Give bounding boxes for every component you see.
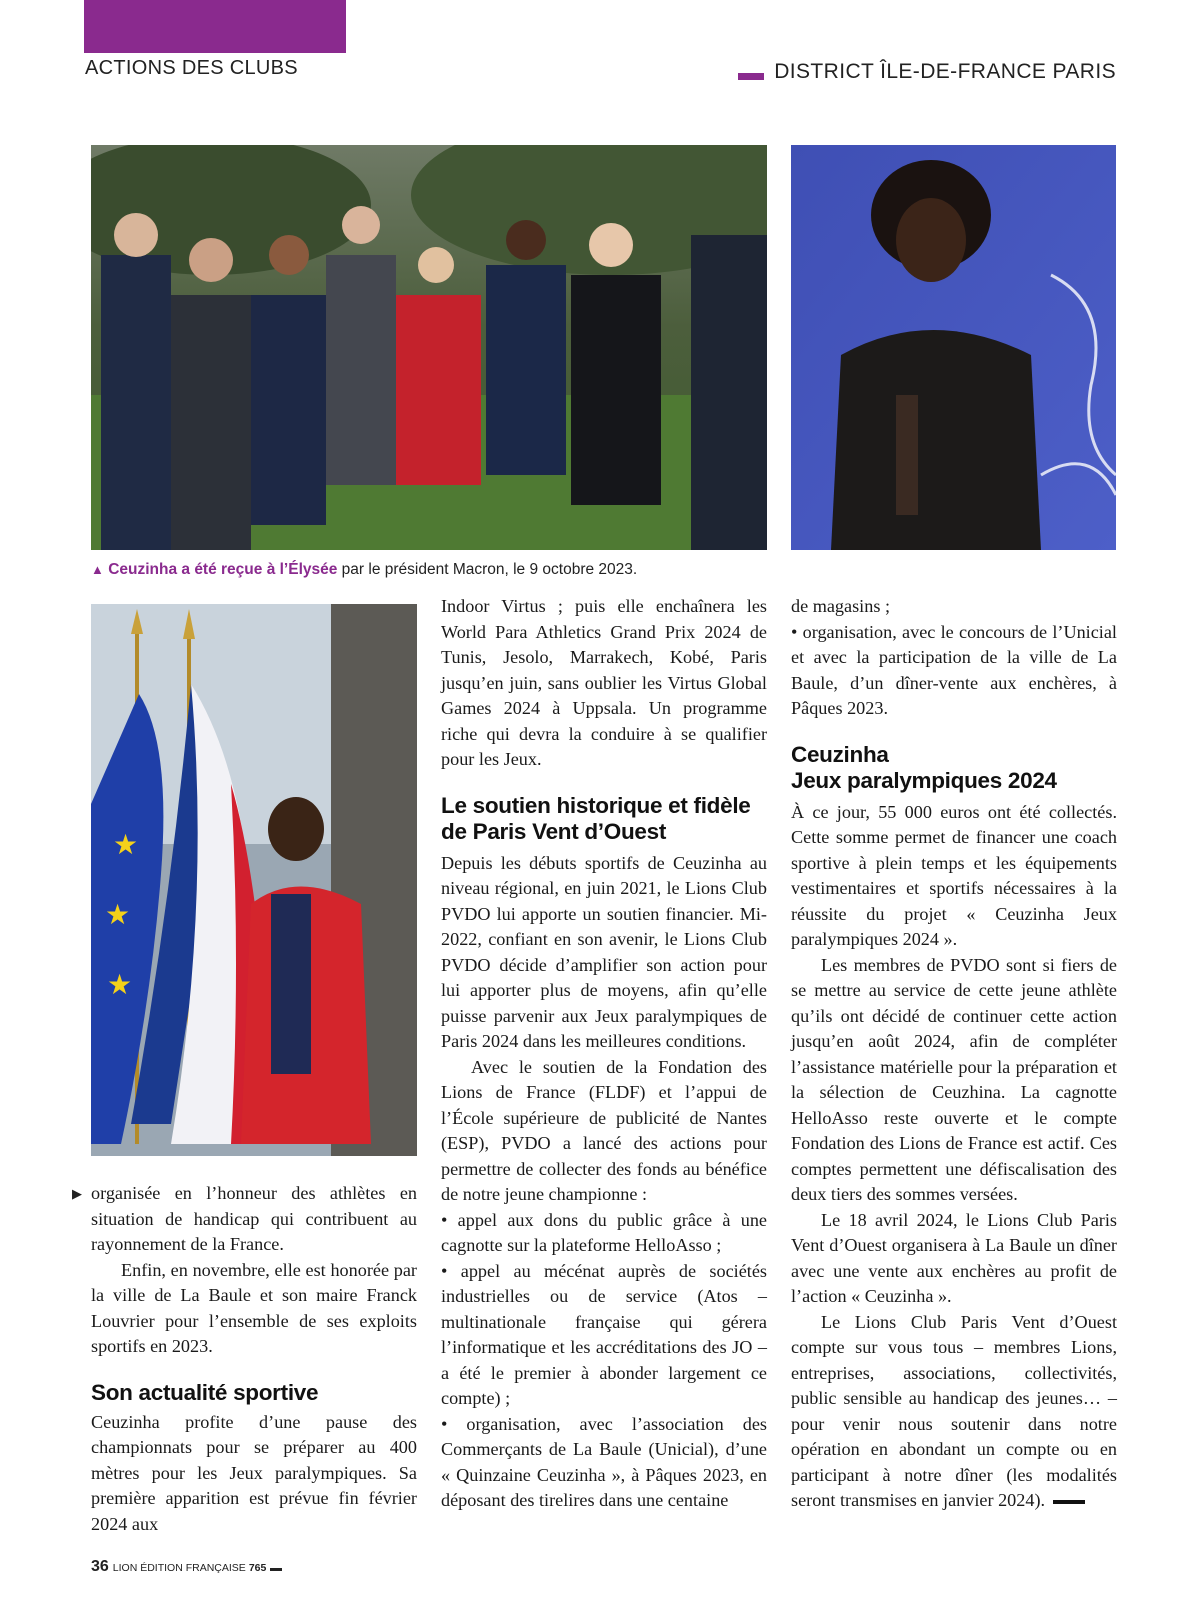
svg-text:★: ★ xyxy=(113,828,139,861)
caption-triangle-icon: ▲ xyxy=(91,562,104,577)
col3-heading-line-1: Ceuzinha xyxy=(791,741,889,767)
district-text: DISTRICT ÎLE-DE-FRANCE PARIS xyxy=(774,60,1116,83)
col1-paragraph-1: organisée en l’honneur des athlètes en situation de handicap qui contribuent au rayonnement de la France. xyxy=(91,1183,417,1254)
header-accent-bar xyxy=(84,0,346,53)
col2-bullet-2: • appel au mécénat auprès de sociétés industrielles ou de service (Atos – multinationale française qui gérera l’informatique et les accréditations des JO – a été le premier à abonder largement ce compte) ; xyxy=(441,1260,767,1408)
section-label: ACTIONS DES CLUBS xyxy=(85,57,298,79)
issue-number: 765 xyxy=(248,1562,267,1574)
district-label xyxy=(738,60,1116,84)
photo-portrait xyxy=(791,145,1116,550)
svg-text:★: ★ xyxy=(105,898,131,931)
col2-paragraph-1: Indoor Virtus ; puis elle enchaînera les World Para Athletics Grand Prix 2024 de Tunis, Jesolo, Marrakech, Kobé, Paris jusqu’en juin, sans oublier les Virtus Global Games 2024 à Uppsala. Un programme riche qui devra la conduire à se qualifier pour les Jeux. xyxy=(441,596,767,769)
continuation-arrow-icon: ▶ xyxy=(72,1186,82,1201)
column-1 xyxy=(72,1181,417,1537)
col3-paragraph-2: À ce jour, 55 000 euros ont été collectés. Cette somme permet de financer une coach sportive à plein temps et les équipements vestimentaires et sportifs nécessaires à la réussite du projet « Ceuzinha Jeux paralympiques 2024 ». xyxy=(791,801,1117,949)
photo-elysee-group xyxy=(91,145,767,550)
photo-caption xyxy=(91,561,637,579)
col3-paragraph-4: Le 18 avril 2024, le Lions Club Paris Vent d’Ouest organisera à La Baule un dîner avec une vente aux enchères au profit de l’action « Ceuzinha ». xyxy=(791,1209,1117,1306)
col3-paragraph-1: de magasins ; xyxy=(791,596,891,616)
district-dash xyxy=(738,73,764,80)
col3-heading-line-2: Jeux paralympiques 2024 xyxy=(791,767,1057,793)
col2-paragraph-2: Depuis les débuts sportifs de Ceuzinha au niveau régional, en juin 2021, le Lions Club PVDO lui apporte un soutien financier. Mi-2022, confiant en son avenir, le Lions Club PVDO décide d’amplifier son action pour lui apporter plus de moyens, afin qu’elle puisse parvenir aux Jeux paralympiques de Paris 2024 dans les meilleures conditions. xyxy=(441,852,767,1051)
caption-rest: par le président Macron, le 9 octobre 2023. xyxy=(337,561,638,578)
column-2 xyxy=(441,594,767,1514)
col1-paragraph-2: Enfin, en novembre, elle est honorée par la ville de La Baule et son maire Franck Louvrier pour l’ensemble de ses exploits sportifs en 2023. xyxy=(91,1259,417,1356)
col2-bullet-1: • appel aux dons du public grâce à une cagnotte sur la plateforme HelloAsso ; xyxy=(441,1209,767,1255)
col2-paragraph-3: Avec le soutien de la Fondation des Lions de France (FLDF) et l’appui de l’École supérieure de publicité de Nantes (ESP), PVDO a lancé des actions pour permettre de collecter des fonds au bénéfice de notre jeune championne : xyxy=(441,1056,767,1204)
footer-dash xyxy=(270,1568,282,1571)
page-number: 36 xyxy=(91,1558,109,1575)
col2-heading: Le soutien historique et fidèle de Paris Vent d’Ouest xyxy=(441,792,751,844)
col3-bullet-1: • organisation, avec le concours de l’Unicial et avec la participation de la ville de La Baule, d’un dîner-vente aux enchères, à Pâques 2023. xyxy=(791,621,1117,718)
end-of-article-mark xyxy=(1053,1500,1085,1504)
col3-paragraph-3: Les membres de PVDO sont si fiers de se mettre au service de cette jeune athlète qu’ils ont décidé de continuer cette action jusqu’en août 2024, afin de compléter l’assistance matérielle pour la préparation et la sélection de Ceuzhina. La cagnotte HelloAsso reste ouverte et le compte Fondation des Lions de France est actif. Ces comptes permettent une défiscalisation des deux tiers des sommes versées. xyxy=(791,954,1117,1204)
magazine-name: LION ÉDITION FRANÇAISE xyxy=(112,1562,246,1574)
col1-paragraph-3: Ceuzinha profite d’une pause des championnats pour se préparer au 400 mètres pour les Jeux paralympiques. Sa première apparition est prévue fin février 2024 aux xyxy=(91,1411,417,1534)
photo-flags xyxy=(91,604,417,1156)
col1-heading: Son actualité sportive xyxy=(91,1379,319,1405)
svg-text:★: ★ xyxy=(107,968,133,1001)
col3-heading xyxy=(791,742,1117,794)
page-footer xyxy=(91,1558,282,1576)
column-3 xyxy=(791,594,1117,1514)
caption-bold: Ceuzinha a été reçue à l’Élysée xyxy=(108,561,338,578)
col3-paragraph-5: Le Lions Club Paris Vent d’Ouest compte sur vous tous – membres Lions, entreprises, associations, collectivités, public sensible au handicap des jeunes… – pour venir nous soutenir dans notre opération en abondant un compte ou en participant à notre dîner (les modalités seront transmises en janvier 2024). xyxy=(791,1311,1117,1510)
col2-bullet-3: • organisation, avec l’association des Commerçants de La Baule (Unicial), d’une « Quinzaine Ceuzinha », à Pâques 2023, en déposant des tirelires dans une centaine xyxy=(441,1413,767,1510)
